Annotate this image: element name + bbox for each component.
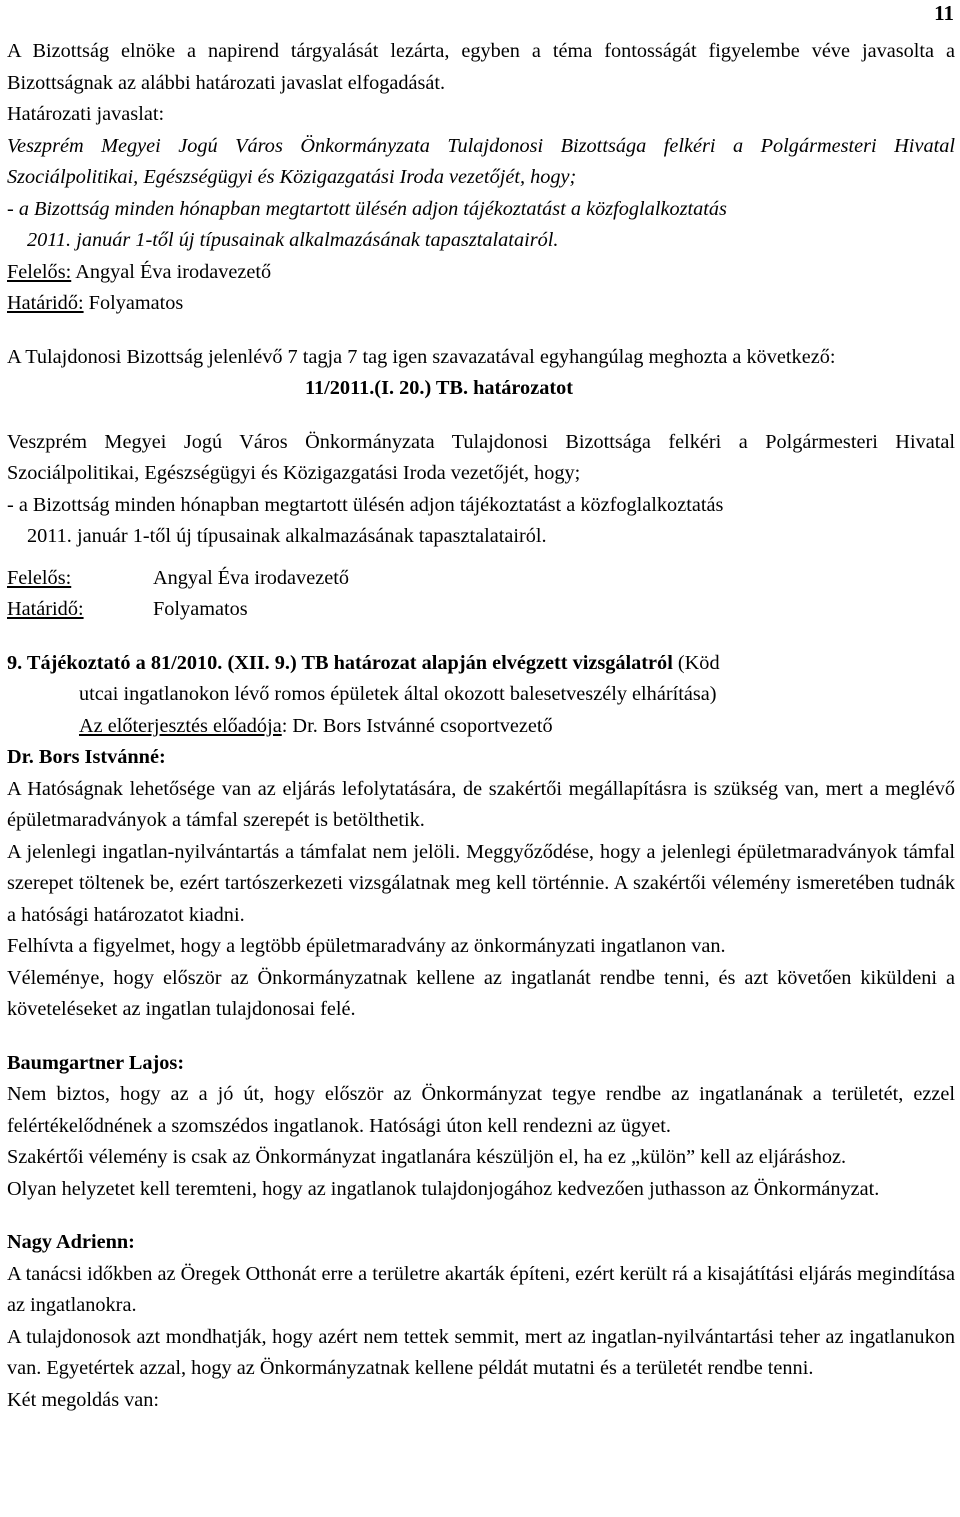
resolution-hatarido-label: Határidő: xyxy=(7,598,84,620)
proposal-hatarido-value: Folyamatos xyxy=(88,292,184,314)
speaker-paragraph: A tanácsi időkben az Öregek Otthonát erre a területre akarták építeni, ezért került rá a kisajátítási eljárás megindítása az ingatlanokra. xyxy=(7,1262,955,1316)
proposal-felelos-value: Angyal Éva irodavezető xyxy=(75,260,272,283)
resolution-responsible xyxy=(7,563,955,595)
page-number: 11 xyxy=(934,1,954,25)
resolution-felelos-value: Angyal Éva irodavezető xyxy=(153,566,349,589)
vote-text: A Tulajdonosi Bizottság jelenlévő 7 tagja 7 tag igen szavazatával egyhangúlag meghozta a következő: xyxy=(7,345,836,368)
proposal-block xyxy=(7,131,955,257)
proposal-item-a: - a Bizottság minden hónapban megtartott ülésén adjon tájékoztatást a közfoglalkoztatás xyxy=(7,197,727,220)
proposal-body: Veszprém Megyei Jogú Város Önkormányzata Tulajdonosi Bizottsága felkéri a Polgármesteri Hivatal Szociálpolitikai, Egészségügyi és Közigazgatási Iroda vezetőjét, hogy; xyxy=(7,134,955,188)
resolution-hatarido-value: Folyamatos xyxy=(153,598,248,620)
item9-title xyxy=(7,648,955,680)
speaker-paragraph: Két megoldás van: xyxy=(7,1388,160,1411)
speaker-paragraph: Olyan helyzetet kell teremteni, hogy az ingatlanok tulajdonjogához kedvezően juthasson az Önkormányzat. xyxy=(7,1177,880,1200)
item9-title-rest-2: utcai ingatlanokon lévő romos épületek által okozott balesetveszély elhárítása) xyxy=(79,683,717,705)
proposal-felelos-label: Felelős: xyxy=(7,260,72,283)
speaker-paragraph: A Hatóságnak lehetősége van az eljárás lefolytatására, de szakértői megállapításra is szükség van, mert a meglévő épületmaradványok a támfal szerepét is betölthetik. xyxy=(7,777,955,831)
resolution-number: 11/2011.(I. 20.) TB. határozatot xyxy=(305,377,573,399)
item9-title-bold: 9. Tájékoztató a 81/2010. (XII. 9.) TB határozat alapján elvégzett vizsgálatról xyxy=(7,651,673,674)
resolution-deadline xyxy=(7,594,955,626)
speaker-paragraph: A tulajdonosok azt mondhatják, hogy azért nem tettek semmit, mert az ingatlan-nyilvántartási teher az ingatlanukon van. Egyetértek azzal, hogy az Önkormányzatnak kellene példát mutatni és a területét rendbe tenni. xyxy=(7,1325,955,1379)
speaker-name: Baumgartner Lajos: xyxy=(7,1051,185,1074)
resolution-item-b: 2011. január 1-től új típusainak alkalmazásának tapasztalatairól. xyxy=(27,525,547,547)
proposal-item-b: 2011. január 1-től új típusainak alkalmazásának tapasztalatairól. xyxy=(27,229,559,251)
speaker-name: Nagy Adrienn: xyxy=(7,1231,135,1253)
item9-presenter-label: Az előterjesztés előadója xyxy=(79,714,282,737)
proposal-hatarido-label: Határidő: xyxy=(7,292,84,314)
speaker-paragraph: Felhívta a figyelmet, hogy a legtöbb épületmaradvány az önkormányzati ingatlanon van. xyxy=(7,935,726,957)
speaker-paragraph: Nem biztos, hogy az a jó út, hogy először az Önkormányzat tegye rendbe az ingatlanának a területét, ezzel felértékelődnének a szomszédos ingatlanok. Hatósági úton kell rendezni az ügyet. xyxy=(7,1083,955,1137)
page-content xyxy=(7,36,955,1416)
speaker-paragraph: A jelenlegi ingatlan-nyilvántartás a támfalat nem jelöli. Meggyőződése, hogy a jelenlegi épületmaradványok támfal szerepet töltenek be, ezért tartószerkezeti vizsgálatnak meg kell történnie. A szakértői vélemény ismeretében tudnák a hatósági határozatot kiadni. xyxy=(7,840,955,926)
resolution-item-a: - a Bizottság minden hónapban megtartott ülésén adjon tájékoztatást a közfoglalkoztatás xyxy=(7,493,724,516)
intro-paragraph: A Bizottság elnöke a napirend tárgyalását lezárta, egyben a téma fontosságát figyelembe véve javasolta a Bizottságnak az alábbi határozati javaslat elfogadását. xyxy=(7,40,955,94)
proposal-heading: Határozati javaslat: xyxy=(7,103,165,125)
speaker-name: Dr. Bors Istvánné: xyxy=(7,746,166,768)
item9-presenter xyxy=(79,711,955,743)
item9-presenter-value: : Dr. Bors Istvánné csoportvezető xyxy=(281,714,553,737)
resolution-felelos-label: Felelős: xyxy=(7,566,72,589)
item9-title-rest-1: (Köd xyxy=(672,651,720,674)
speaker-paragraph: Véleménye, hogy először az Önkormányzatnak kellene az ingatlanát rendbe tenni, és azt követően kiküldeni a követeléseket az ingatlan tulajdonosai felé. xyxy=(7,966,955,1020)
proposal-deadline xyxy=(7,288,955,320)
proposal-responsible xyxy=(7,257,955,289)
resolution-body: Veszprém Megyei Jogú Város Önkormányzata Tulajdonosi Bizottsága felkéri a Polgármesteri Hivatal Szociálpolitikai, Egészségügyi és Közigazgatási Iroda vezetőjét, hogy; xyxy=(7,430,955,484)
speaker-paragraph: Szakértői vélemény is csak az Önkormányzat ingatlanára készüljön el, ha ez „külön” kell az eljáráshoz. xyxy=(7,1146,847,1168)
